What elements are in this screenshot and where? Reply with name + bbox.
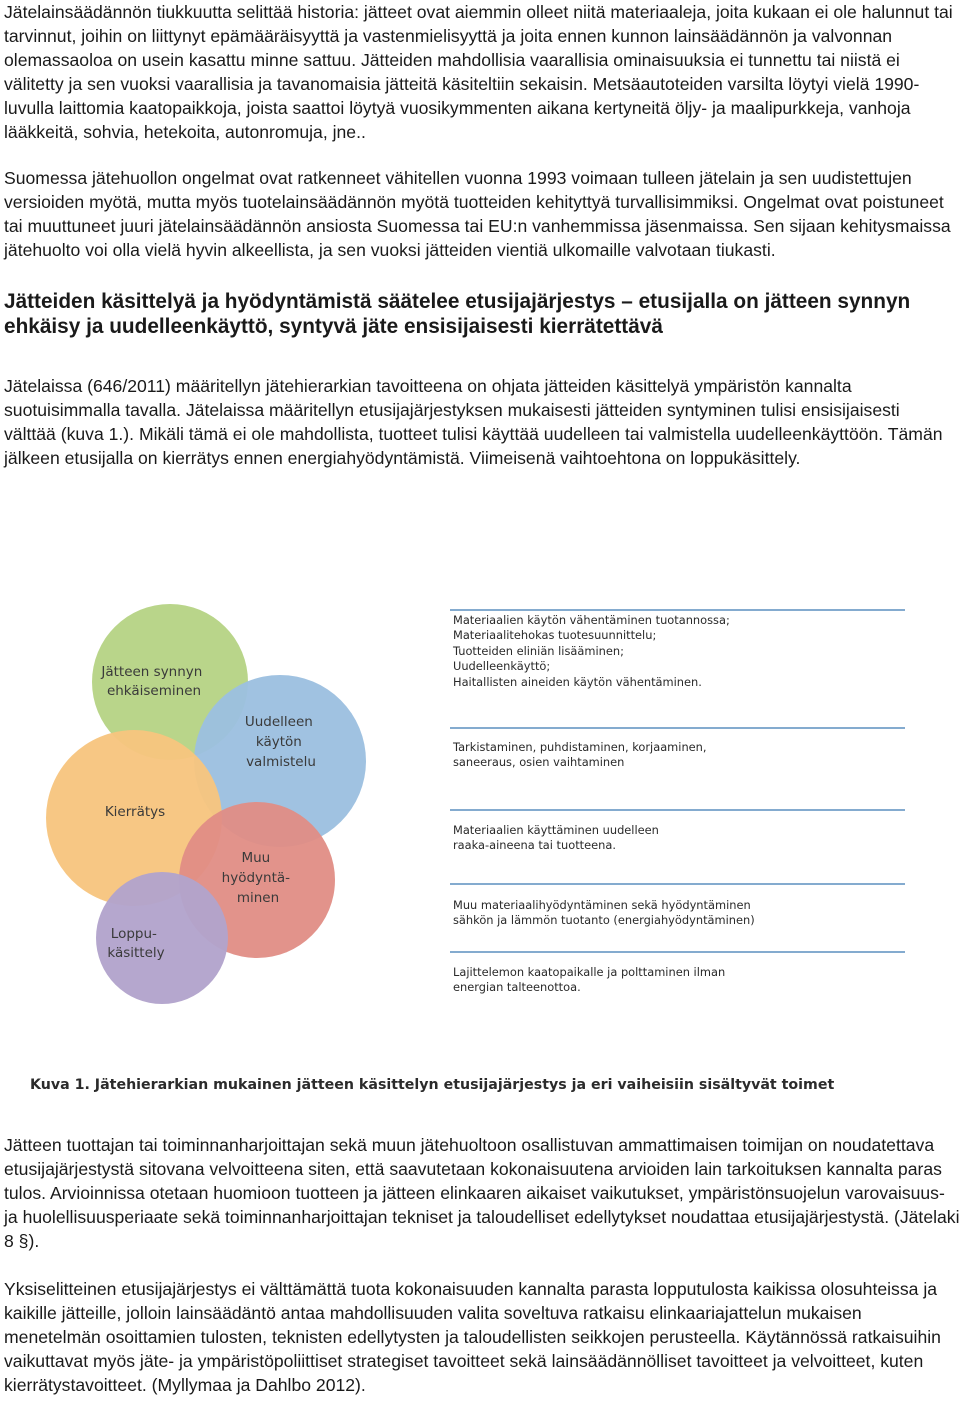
description-recovery — [453, 898, 755, 929]
description-line: Haitallisten aineiden käytön vähentäminen. — [453, 674, 702, 689]
description-line: Lajittelemon kaatopaikalle ja polttaminen ilman — [453, 965, 726, 979]
circle-reuse-label: Uudelleen käytön valmistelu — [244, 714, 316, 770]
circle-recycling-label: Kierrätys — [104, 804, 166, 820]
figure-caption: Kuva 1. Jätehierarkian mukainen jätteen käsittelyn etusijajärjestys ja eri vaiheisiin sisältyvät toimet — [30, 1077, 835, 1093]
description-recycling — [453, 823, 659, 854]
circle-prevention-label: Jätteen synnyn ehkäiseminen — [101, 664, 203, 699]
description-line: Materiaalien käytön vähentäminen tuotannossa; — [453, 613, 730, 627]
description-line: Muu materiaalihyödyntäminen sekä hyödyntäminen — [453, 898, 751, 912]
waste-hierarchy-figure — [0, 580, 960, 1110]
description-line: Tarkistaminen, puhdistaminen, korjaaminen, — [453, 740, 707, 754]
document-body — [4, 0, 956, 470]
description-line: Materiaalien käyttäminen uudelleen — [453, 823, 659, 837]
paragraph-finland: Suomessa jätehuollon ongelmat ovat ratkenneet vähitellen vuonna 1993 voimaan tulleen jätelain ja sen uudistettujen versioiden myötä, mutta myös tuotelainsäädännön myötä tuotteiden kehityttyä turvallisimmiksi. Ongelmat ovat poistuneet tai muuttuneet juuri jätelainsäädännön ansiosta Suomessa tai EU:n vanhemmissa jäsenmaissa. Sen sijaan kehitysmaissa jätehuolto voi olla vielä hyvin alkeellista, ja sen vuoksi jätteiden vientiä ulkomaille valvotaan tiukasti. — [4, 168, 951, 260]
paragraph-hierarchy: Jätelaissa (646/2011) määritellyn jätehierarkian tavoitteena on ohjata jätteiden käsittelyä ympäristön kannalta suotuisimmalla tavalla. Jätelaissa määritellyn etusijajärjestyksen mukaisesti jätteiden syntyminen tulisi ensisijaisesti välttää (kuva 1.). Mikäli tämä ei ole mahdollista, tuotteet tulisi käyttää uudelleen tai valmistella uudelleenkäyttöön. Tämän jälkeen etusijalla on kierrätys ennen energiahyödyntämistä. Viimeisenä vaihtoehtona on loppukäsittely. — [4, 376, 943, 468]
paragraph-history: Jätelainsäädännön tiukkuutta selittää historia: jätteet ovat aiemmin olleet niitä materiaaleja, joita kukaan ei ole halunnut tai tarvinnut, joihin on liittynyt epämääräisyyttä ja vastenmielisyyttä ja joita ennen kunnon lainsäädännön ja valvonnan olemassaoloa on usein kasattu minne sattuu. Jätteiden mahdollisia vaarallisia ominaisuuksia ei tunnettu tai niistä ei välitetty ja sen vuoksi vaarallisia ja tavanomaisia jätteitä käsiteltiin sekaisin. Metsäautoteiden varsilta löytyi vielä 1990-luvulla laittomia kaatopaikkoja, joista saattoi löytyä vuosikymmenten aikana kertyneitä öljy- ja maalipurkkeja, vanhoja lääkkeitä, sohvia, hetekoita, autonromuja, jne.. — [4, 2, 953, 142]
section-heading: Jätteiden käsittelyä ja hyödyntämistä säätelee etusijajärjestys – etusijalla on jätteen synnyn ehkäisy ja uudelleenkäyttö, syntyvä jäte ensisijaisesti kierrätettävä — [4, 290, 911, 338]
paragraph-lifecycle: Yksiselitteinen etusijajärjestys ei välttämättä tuota kokonaisuuden kannalta parasta lopputulosta kaikissa olosuhteissa ja kaikille jätteille, jolloin lainsäädäntö antaa mahdollisuuden valita soveltuva ratkaisu elinkaariajattelun mukaisen menetelmän osoittamien tulosten, teknisten edellytysten ja taloudellisten seikkojen perusteella. Käytännössä ratkaisuihin vaikuttavat myös jäte- ja ympäristöpoliittiset strategiset tavoitteet sekä lainsäädännölliset tavoitteet ja velvoitteet, kuten kierrätystavoitteet. (Myllymaa ja Dahlbo 2012). — [4, 1279, 941, 1395]
description-prevention — [453, 613, 730, 690]
document-body-continued — [4, 1133, 960, 1397]
description-line: Tuotteiden eliniän lisääminen; — [453, 643, 624, 658]
description-disposal — [453, 965, 725, 996]
description-line: saneeraus, osien vaihtaminen — [453, 755, 625, 770]
paragraph-obligation: Jätteen tuottajan tai toiminnanharjoittajan sekä muun jätehuoltoon osallistuvan ammattimaisen toimijan on noudatettava etusijajärjestystä sitovana velvoitteena siten, että saavutetaan kokonaisuutena arvioiden lain tarkoituksen kannalta paras tulos. Arvioinnissa otetaan huomioon tuotteen ja jätteen elinkaaren aikaiset vaikutukset, ympäristönsuojelun varovaisuus- ja huolellisuusperiaate sekä toiminnanharjoittajan tekniset ja taloudelliset edellytykset noudattaa etusijajärjestystä. (Jätelaki 8 §). — [4, 1135, 960, 1251]
description-line: Materiaalitehokas tuotesuunnittelu; — [453, 628, 657, 643]
description-line: sähkön ja lämmön tuotanto (energiahyödyntäminen) — [453, 913, 755, 928]
description-line: raaka-aineena tai tuotteena. — [453, 838, 616, 853]
description-reuse — [453, 740, 707, 771]
circle-recovery-label: Muu hyödyntä- minen — [221, 850, 291, 906]
description-line: energian talteenottoa. — [453, 980, 581, 995]
circle-disposal-label: Loppu- käsittely — [107, 926, 165, 961]
description-line: Uudelleenkäyttö; — [453, 659, 551, 674]
